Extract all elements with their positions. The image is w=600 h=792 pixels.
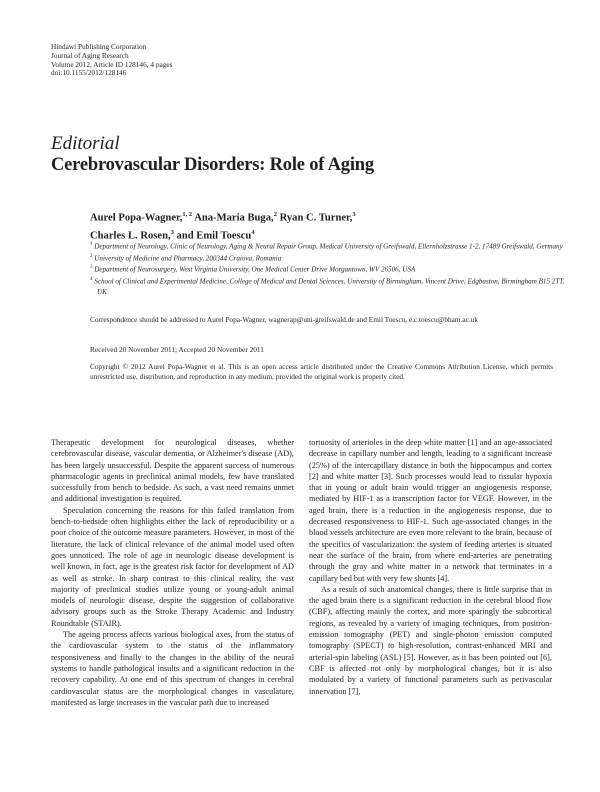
affiliation-item [90, 240, 565, 252]
publisher-line: Hindawi Publishing Corporation [51, 42, 147, 51]
affiliation-item [90, 275, 565, 297]
author-name: Ryan C. Turner, [276, 212, 353, 224]
affiliation-list [90, 240, 565, 297]
journal-name: Journal of Aging Research [51, 50, 129, 60]
author-name: Charles L. Rosen, [90, 230, 171, 242]
body-paragraph: The ageing process affects various biological axes, from the status of the cardiovascular system to the status of the inflammatory responsiveness and finally to the changes in the ability of the neural systems to handle pathological insults and a significant reduction in the recovery capability. At one end of this spectrum of changes in cerebral cardiovascular status are the morphological changes in vasculature, manifested as large increases in the vascular path due to increased [51, 630, 294, 707]
author-affiliation-mark: 4 [251, 228, 255, 236]
author-affiliation-mark: 3 [170, 228, 174, 236]
author-affiliation-mark: 2 [273, 211, 277, 218]
correspondence-note: Correspondence should be addressed to Aurel Popa-Wagner, wagnerap@uni-greifswald.de and Emil Toescu, e.c.toescu@bham.ac.uk [90, 315, 478, 324]
body-paragraph: As a result of such anatomical changes, there is little surprise that in the aged brain there is a significant reduction in the cerebral blood flow (CBF), affecting mainly the cortex, and more sparingly the subcortical regions, as revealed by a variety of imaging techniques, from positron-emission tomography (PET) and single-photon emission computed tomography (SPECT) to high-resolution, contrast-enhanced MRI and arterial-spin labeling (ASL) [5]. However, as it has been pointed out [6], CBF is affected not only by morphological changes, but it is also modulated by a variety of functional parameters such as perivascular innervation [7], [309, 584, 552, 696]
affiliation-item [90, 252, 565, 264]
body-column-right [309, 437, 552, 697]
article-title: Cerebrovascular Disorders: Role of Aging [51, 155, 374, 175]
body-paragraph: Therapeutic development for neurological diseases, whether cerebrovascular disease, vascular dementia, or Alzheimer's disease (AD), has been largely unsuccessful. Despite the apparent success of numerous pharmacologic agents in preclinical animal models, few have translated successfully from bench to bedside. As such, a vast need remains unmet and additional investigation is required. [51, 438, 294, 504]
article-type: Editorial [51, 133, 120, 154]
affiliation-item [90, 263, 565, 275]
body-paragraph: tortuosity of arterioles in the deep white matter [1] and an age-associated decrease in capillary number and length, leading to a significant increase (25%) of the intercapillary distance in both the hippocampus and cortex [2] and white matter [3]. Such processes would lead to tissular hypoxia that in young or adult brain would trigger an angiogenesis response, mediated by HIF-1 as a transcription factor for VEGF. However, in the aged brain, there is a reduction in the angiogenesis response, due to decreased responsiveness to HIF-1. Such age-associated changes in the blood vessels architecture are even more relevant to the brain, because of the specifics of vascularization: the system of feeding arteries is situated near the surface of the brain, from where end-arteries are penetrating through the gray and white matter in a network that terminates in a capillary bed but with very few shunts [4]. [309, 438, 552, 583]
affiliation-text: School of Clinical and Experimental Medicine, College of Medical and Dental Sciences, University of Birmingham, Vincent Drive, Edgbaston, Birmingham B15 2TT, UK [92, 277, 565, 296]
author-list [90, 208, 560, 243]
journal-header [51, 43, 172, 78]
author-name: and Emil Toescu [173, 230, 252, 242]
copyright-notice: Copyright © 2012 Aurel Popa-Wagner et al. This is an open access article distributed under the Creative Commons Attribution License, which permits unrestricted use, distribution, and reproduction in any medium, provided the original work is properly cited. [90, 362, 553, 382]
volume-line: Volume 2012, Article ID 128146, 4 pages [51, 59, 173, 69]
affiliation-number: 3 [90, 265, 93, 271]
author-name: Ana-Maria Buga, [192, 212, 274, 224]
body-column-left [51, 437, 294, 708]
author-name: Aurel Popa-Wagner, [90, 212, 183, 224]
doi-line: doi:10.1155/2012/128146 [51, 68, 127, 78]
received-dates: Received 20 November 2011; Accepted 20 November 2011 [90, 345, 264, 354]
body-paragraph: Speculation concerning the reasons for this failed translation from bench-to-bedside often highlights either the lack of reproducibility or a poor choice of the outcome measure parameters. However, in most of the literature, the lack of clinical relevance of the animal model used often goes unnoticed. The role of age in neurologic disease development is well known, in fact, age is the greatest risk factor for development of AD as well as stroke. In sharp contrast to this clinical reality, the vast majority of preclinical studies utilize young or young-adult animal models of neurologic disease, despite the suggestion of collaborative advisory groups such as the Stroke Therapy Academic and Industry Roundtable (STAIR). [51, 505, 294, 628]
affiliation-number: 4 [90, 276, 93, 282]
author-affiliation-mark: 1, 2 [182, 211, 193, 218]
affiliation-text: Department of Neurology, Clinic of Neurology, Aging & Neural Repair Group, Medical University of Greifswald, Ellernholzstrasse 1-2, 17489 Greifswald, Germany [92, 242, 563, 251]
author-affiliation-mark: 3 [352, 211, 356, 218]
affiliation-text: Department of Neurosurgery, West Virginia University, One Medical Center Drive Morgantown, WV 26506, USA [92, 265, 416, 274]
affiliation-number: 1 [90, 242, 93, 247]
affiliation-text: University of Medicine and Pharmacy, 200344 Craiova, Romania [92, 254, 282, 263]
affiliation-number: 2 [90, 253, 93, 259]
